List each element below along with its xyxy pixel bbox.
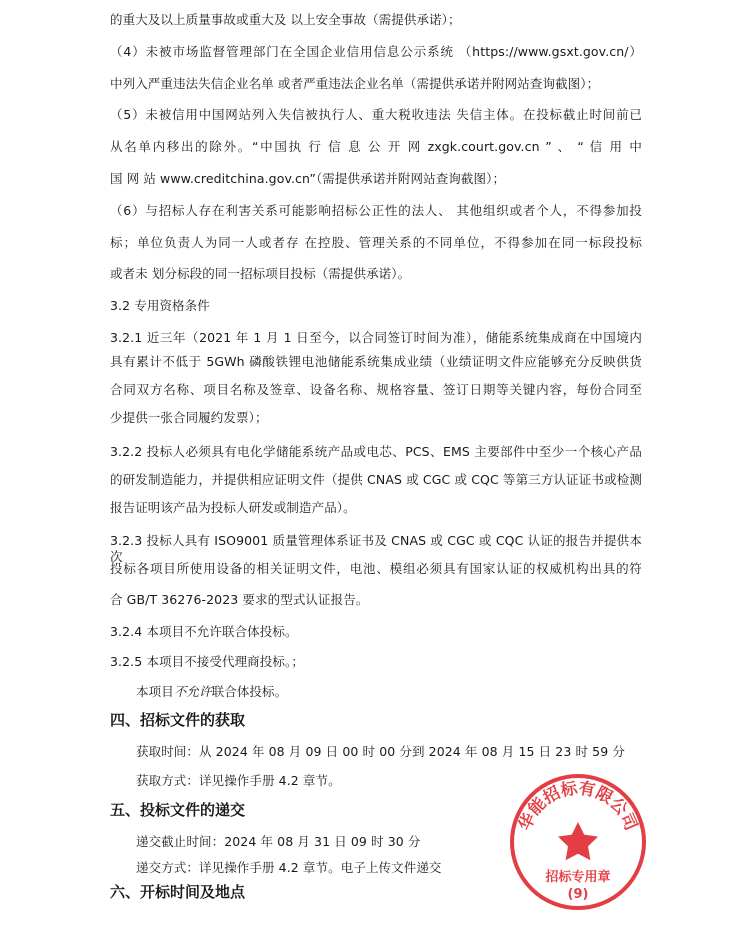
- text-line: 国 网 站 www.creditchina.gov.cn”（需提供承诺并附网站查询截图）；: [110, 171, 506, 186]
- text-line: 合 GB/T 36276-2023 要求的型式认证报告。: [110, 592, 369, 607]
- text-line: [136, 684, 287, 700]
- text-fragment: 联合体投标。: [211, 684, 288, 699]
- text-line: 少提供一张合同履约发票）；: [110, 410, 268, 425]
- text-line: 的重大及以上质量事故或重大及 以上安全事故（需提供承诺）；: [110, 12, 461, 27]
- star-icon: [558, 822, 598, 860]
- text-line: 从名单内移出的除外。“中国执 行 信 息 公 开 网 zxgk.court.gov.cn ” 、 “ 信 用 中: [110, 139, 642, 154]
- text-line: 报告证明该产品为投标人研发或制造产品）。: [110, 500, 356, 515]
- text-line: （4）未被市场监督管理部门在全国企业信用信息公示系统 （https://www.gsxt.gov.cn/）: [110, 44, 642, 59]
- text-line: 递交方式：详见操作手册 4.2 章节。电子上传文件递交: [136, 860, 442, 875]
- text-line: （6）与招标人存在利害关系可能影响招标公正性的法人、 其他组织或者个人，不得参加投: [110, 203, 642, 218]
- text-line: 获取方式：详见操作手册 4.2 章节。: [136, 773, 341, 788]
- section-heading-6: 六、开标时间及地点: [110, 883, 246, 901]
- text-line: 3.2.2 投标人必须具有电化学储能系统产品或电芯、PCS、EMS 主要部件中至少一个核心产品: [110, 444, 642, 459]
- text-line: 获取时间：从 2024 年 08 月 09 日 00 时 00 分到 2024 年 08 月 15 日 23 时 59 分: [136, 744, 625, 759]
- section-heading-4: 四、招标文件的获取: [110, 711, 246, 729]
- text-fragment: 本项目: [136, 684, 174, 699]
- section-heading: 3.2 专用资格条件: [110, 298, 210, 313]
- text-line: 的研发制造能力，并提供相应证明文件（提供 CNAS 或 CGC 或 CQC 等第三方认证证书或检测: [110, 472, 642, 487]
- text-line: 3.2.3 投标人具有 ISO9001 质量管理体系证书及 CNAS 或 CGC 或 CQC 认证的报告并提供本次: [110, 533, 642, 564]
- company-seal-stamp: [508, 772, 648, 912]
- italic-fragment: 不允许: [173, 684, 212, 699]
- text-line: （5）未被信用中国网站列入失信被执行人、重大税收违法 失信主体。在投标截止时间前已: [110, 107, 642, 122]
- seal-ring-text: 华能招标有限公司: [515, 778, 641, 834]
- section-heading-5: 五、投标文件的递交: [110, 801, 246, 819]
- text-line: 标；单位负责人为同一人或者存 在控股、管理关系的不同单位，不得参加在同一标段投标: [110, 235, 642, 250]
- seal-number: (9): [567, 887, 589, 902]
- text-line: 合同双方名称、项目名称及签章、设备名称、规格容量、签订日期等关键内容，每份合同至: [110, 382, 642, 397]
- text-line: 投标各项目所使用设备的相关证明文件，电池、模组必须具有国家认证的权威机构出具的符: [110, 561, 642, 576]
- text-line: 3.2.1 近三年（2021 年 1 月 1 日至今，以合同签订时间为准），储能系统集成商在中国境内: [110, 330, 642, 345]
- seal-center-text: 招标专用章: [545, 870, 611, 885]
- text-line: 具有累计不低于 5GWh 磷酸铁锂电池储能系统集成业绩（业绩证明文件应能够充分反映供货: [110, 354, 642, 369]
- text-line: 中列入严重违法失信企业名单 或者严重违法企业名单（需提供承诺并附网站查询截图）；: [110, 76, 600, 91]
- text-line: 递交截止时间：2024 年 08 月 31 日 09 时 30 分: [136, 834, 421, 849]
- text-line: 或者未 划分标段的同一招标项目投标（需提供承诺）。: [110, 266, 411, 281]
- text-line: 3.2.5 本项目不接受代理商投标。；: [110, 654, 304, 669]
- text-line: 3.2.4 本项目不允许联合体投标。: [110, 624, 298, 639]
